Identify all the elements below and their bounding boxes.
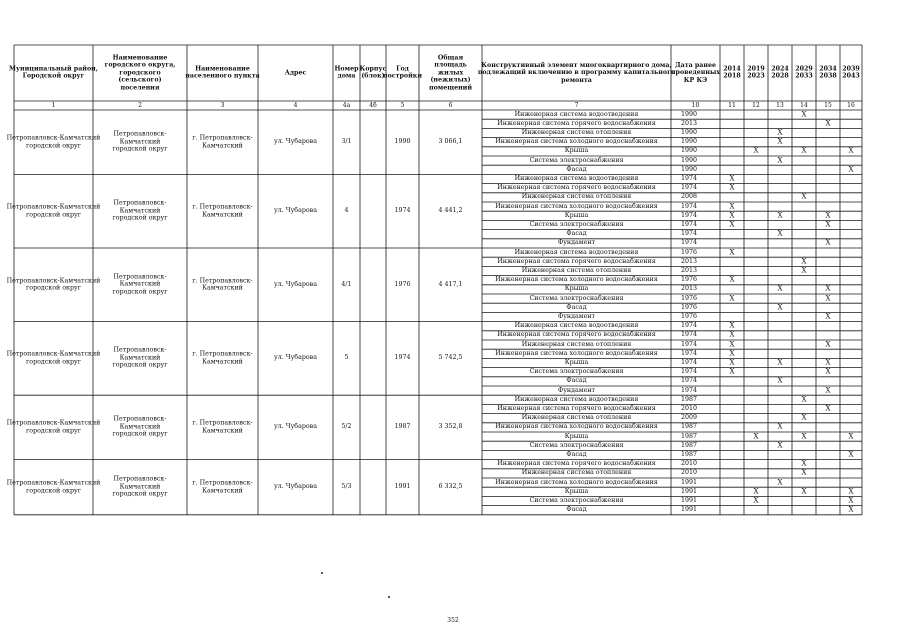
planned-mark: X [801, 432, 807, 441]
planned-mark: X [753, 496, 759, 505]
element-name: Система электроснабжения [529, 220, 624, 228]
district-cell: Петропавловск-Камчатский городской округ [6, 350, 101, 366]
planned-mark: X [848, 146, 854, 155]
element-name: Крыша [564, 487, 589, 495]
column-header: Наименование городского округа, городского (сельского) поселения [104, 54, 176, 92]
element-name: Инженерная система отопления [521, 340, 632, 348]
column-number: 2 [138, 101, 142, 109]
element-name: Система электроснабжения [529, 294, 624, 302]
house-number-cell: 5/2 [341, 423, 352, 431]
prior-repair-date: 1991 [681, 478, 698, 486]
prior-repair-date: 1990 [681, 110, 698, 118]
house-number-cell: 5/3 [341, 483, 352, 491]
element-name: Инженерная система горячего водоснабжения [497, 331, 656, 339]
build-year-cell: 1987 [394, 423, 411, 431]
planned-mark: X [729, 202, 735, 211]
element-name: Фасад [566, 165, 587, 173]
prior-repair-date: 1974 [681, 349, 698, 357]
prior-repair-date: 1991 [681, 506, 698, 514]
district-cell: Петропавловск-Камчатский городской округ [6, 203, 101, 219]
element-name: Инженерная система холодного водоснабжения [495, 202, 658, 210]
element-name: Инженерная система водоотведения [514, 174, 639, 182]
prior-repair-date: 1990 [681, 138, 698, 146]
prior-repair-date: 2013 [681, 119, 698, 127]
settlement-cell: Петропавловск- Камчатский городской округ [112, 416, 168, 439]
planned-mark: X [729, 294, 735, 303]
settlement-cell: Петропавловск- Камчатский городской округ [112, 347, 168, 370]
element-name: Фундамент [557, 312, 596, 320]
element-name: Инженерная система холодного водоснабжения [495, 423, 658, 431]
column-header: Дата ранее проведенных КР КЭ [670, 61, 721, 84]
element-name: Инженерная система холодного водоснабжения [495, 276, 658, 284]
element-name: Фасад [566, 230, 587, 238]
element-name: Инженерная система водоотведения [514, 322, 639, 330]
prior-repair-date: 2013 [681, 266, 698, 274]
scan-speck [321, 572, 323, 574]
element-name: Инженерная система горячего водоснабжения [497, 184, 656, 192]
column-header: Корпус (блок) [359, 65, 387, 80]
planned-mark: X [777, 229, 783, 238]
planned-mark: X [753, 487, 759, 496]
column-header: 2039 2043 [842, 65, 860, 80]
prior-repair-date: 2013 [681, 257, 698, 265]
column-number: 14 [800, 101, 808, 109]
district-cell: Петропавловск-Камчатский городской округ [6, 419, 101, 435]
settlement-cell: Петропавловск- Камчатский городской округ [112, 273, 168, 296]
planned-mark: X [825, 238, 831, 247]
planned-mark: X [825, 220, 831, 229]
element-name: Инженерная система отопления [521, 128, 632, 136]
element-name: Система электроснабжения [529, 441, 624, 449]
locality-cell: г. Петропавловск- Камчатский [192, 134, 253, 150]
planned-mark: X [729, 349, 735, 358]
column-number: 4а [342, 101, 351, 109]
prior-repair-date: 1974 [681, 331, 698, 339]
planned-mark: X [753, 432, 759, 441]
prior-repair-date: 1974 [681, 358, 698, 366]
planned-mark: X [848, 496, 854, 505]
planned-mark: X [729, 248, 735, 257]
planned-mark: X [825, 211, 831, 220]
planned-mark: X [825, 404, 831, 413]
element-name: Инженерная система отопления [521, 193, 632, 201]
planned-mark: X [848, 432, 854, 441]
planned-mark: X [801, 468, 807, 477]
planned-mark: X [777, 284, 783, 293]
planned-mark: X [777, 422, 783, 431]
scan-speck [388, 596, 390, 598]
column-number: 15 [824, 101, 832, 109]
planned-mark: X [825, 312, 831, 321]
prior-repair-date: 1990 [681, 156, 698, 164]
planned-mark: X [729, 174, 735, 183]
planned-mark: X [729, 275, 735, 284]
planned-mark: X [848, 450, 854, 459]
planned-mark: X [825, 284, 831, 293]
column-number: 5 [400, 101, 405, 109]
planned-mark: X [777, 478, 783, 487]
build-year-cell: 1974 [394, 207, 411, 215]
column-header: Номер дома [334, 65, 359, 80]
prior-repair-date: 1974 [681, 239, 698, 247]
column-header: Конструктивный элемент многоквартирного дома, подлежащий включению в программу капитального ремонта [477, 61, 676, 84]
prior-repair-date: 1991 [681, 496, 698, 504]
planned-mark: X [825, 119, 831, 128]
prior-repair-date: 2010 [681, 460, 698, 468]
prior-repair-date: 1990 [681, 165, 698, 173]
element-name: Фасад [566, 450, 587, 458]
prior-repair-date: 1976 [681, 294, 698, 302]
planned-mark: X [729, 321, 735, 330]
element-name: Крыша [564, 285, 589, 293]
column-number: 4б [369, 101, 377, 109]
settlement-cell: Петропавловск- Камчатский городской округ [112, 199, 168, 222]
prior-repair-date: 1974 [681, 368, 698, 376]
column-number: 6 [448, 101, 453, 109]
prior-repair-date: 1976 [681, 276, 698, 284]
area-cell: 3 066,1 [438, 138, 463, 146]
build-year-cell: 1974 [394, 354, 411, 362]
element-name: Фасад [566, 377, 587, 385]
column-number: 12 [752, 101, 760, 109]
planned-mark: X [825, 367, 831, 376]
column-number: 4 [293, 101, 298, 109]
element-name: Инженерная система водоотведения [514, 248, 639, 256]
prior-repair-date: 1974 [681, 202, 698, 210]
prior-repair-date: 1976 [681, 312, 698, 320]
element-name: Фундамент [557, 386, 596, 394]
settlement-cell: Петропавловск- Камчатский городской округ [112, 130, 168, 153]
planned-mark: X [777, 128, 783, 137]
planned-mark: X [848, 505, 854, 514]
area-cell: 5 742,5 [438, 354, 463, 362]
area-cell: 6 332,5 [438, 483, 463, 491]
prior-repair-date: 1974 [681, 377, 698, 385]
prior-repair-date: 1974 [681, 340, 698, 348]
element-name: Инженерная система отопления [521, 266, 632, 274]
planned-mark: X [777, 137, 783, 146]
prior-repair-date: 1987 [681, 441, 698, 449]
prior-repair-date: 1991 [681, 487, 698, 495]
planned-mark: X [801, 110, 807, 119]
prior-repair-date: 1990 [681, 147, 698, 155]
planned-mark: X [801, 146, 807, 155]
element-name: Крыша [564, 211, 589, 219]
settlement-cell: Петропавловск- Камчатский городской округ [112, 475, 168, 498]
street-cell: ул. Чубарова [274, 207, 317, 215]
column-header: Общая площадь жилых (нежилых) помещений [428, 54, 473, 92]
element-name: Крыша [564, 358, 589, 366]
column-number: 11 [728, 101, 736, 109]
element-name: Система электроснабжения [529, 496, 624, 504]
street-cell: ул. Чубарова [274, 423, 317, 431]
element-name: Крыша [564, 147, 589, 155]
element-name: Крыша [564, 432, 589, 440]
area-cell: 3 352,8 [438, 423, 463, 431]
planned-mark: X [825, 294, 831, 303]
house-number-cell: 4 [344, 207, 349, 215]
planned-mark: X [777, 156, 783, 165]
planned-mark: X [801, 487, 807, 496]
element-name: Система электроснабжения [529, 156, 624, 164]
locality-cell: г. Петропавловск- Камчатский [192, 350, 253, 366]
prior-repair-date: 1974 [681, 211, 698, 219]
element-name: Фасад [566, 303, 587, 311]
district-cell: Петропавловск-Камчатский городской округ [6, 479, 101, 495]
planned-mark: X [848, 487, 854, 496]
column-header: 2034 2038 [819, 65, 837, 80]
prior-repair-date: 1976 [681, 303, 698, 311]
column-header: Наименование населенного пункта [185, 65, 260, 80]
planned-mark: X [801, 459, 807, 468]
planned-mark: X [825, 358, 831, 367]
column-header: 2014 2018 [723, 65, 741, 80]
planned-mark: X [729, 220, 735, 229]
column-header: Муниципальный район, Городской округ [9, 65, 98, 80]
planned-mark: X [825, 386, 831, 395]
prior-repair-date: 1974 [681, 386, 698, 394]
locality-cell: г. Петропавловск- Камчатский [192, 203, 253, 219]
element-name: Инженерная система водоотведения [514, 110, 639, 118]
planned-mark: X [825, 340, 831, 349]
prior-repair-date: 1974 [681, 220, 698, 228]
column-number: 13 [776, 101, 784, 109]
column-number: 7 [574, 101, 579, 109]
planned-mark: X [729, 183, 735, 192]
planned-mark: X [777, 303, 783, 312]
planned-mark: X [729, 330, 735, 339]
prior-repair-date: 2010 [681, 404, 698, 412]
element-name: Фасад [566, 506, 587, 514]
locality-cell: г. Петропавловск- Камчатский [192, 277, 253, 292]
planned-mark: X [729, 367, 735, 376]
street-cell: ул. Чубарова [274, 281, 317, 289]
element-name: Инженерная система отопления [521, 469, 632, 477]
build-year-cell: 1976 [394, 281, 411, 289]
house-number-cell: 4/1 [341, 281, 352, 289]
element-name: Инженерная система водоотведения [514, 395, 639, 403]
prior-repair-date: 1976 [681, 248, 698, 256]
element-name: Инженерная система холодного водоснабжения [495, 478, 658, 486]
street-cell: ул. Чубарова [274, 354, 317, 362]
prior-repair-date: 2010 [681, 469, 698, 477]
prior-repair-date: 2008 [681, 193, 698, 201]
element-name: Инженерная система отопления [521, 414, 632, 422]
planned-mark: X [729, 340, 735, 349]
prior-repair-date: 1987 [681, 432, 698, 440]
locality-cell: г. Петропавловск- Камчатский [192, 479, 253, 495]
street-cell: ул. Чубарова [274, 138, 317, 146]
element-name: Инженерная система горячего водоснабжения [497, 460, 656, 468]
planned-mark: X [753, 146, 759, 155]
prior-repair-date: 1987 [681, 450, 698, 458]
planned-mark: X [801, 395, 807, 404]
district-cell: Петропавловск-Камчатский городской округ [6, 134, 101, 150]
column-header: Год постройки [382, 65, 423, 80]
column-number: 16 [847, 101, 855, 109]
element-name: Инженерная система горячего водоснабжения [497, 404, 656, 412]
district-cell: Петропавловск-Камчатский городской округ [6, 277, 101, 292]
planned-mark: X [777, 358, 783, 367]
planned-mark: X [729, 211, 735, 220]
element-name: Инженерная система холодного водоснабжения [495, 138, 658, 146]
planned-mark: X [777, 211, 783, 220]
prior-repair-date: 1974 [681, 322, 698, 330]
street-cell: ул. Чубарова [274, 483, 317, 491]
area-cell: 4 417,1 [438, 281, 463, 289]
column-number: 10 [691, 101, 700, 109]
planned-mark: X [777, 441, 783, 450]
build-year-cell: 1991 [394, 483, 411, 491]
element-name: Инженерная система горячего водоснабжения [497, 119, 656, 127]
planned-mark: X [801, 413, 807, 422]
planned-mark: X [801, 257, 807, 266]
planned-mark: X [729, 358, 735, 367]
prior-repair-date: 1990 [681, 128, 698, 136]
column-header: Адрес [284, 69, 307, 77]
prior-repair-date: 2013 [681, 285, 698, 293]
page-number: 352 [447, 617, 459, 624]
planned-mark: X [777, 376, 783, 385]
column-header: 2024 2028 [771, 65, 789, 80]
locality-cell: г. Петропавловск- Камчатский [192, 419, 253, 435]
column-header: 2019 2023 [747, 65, 765, 80]
element-name: Инженерная система холодного водоснабжения [495, 349, 658, 357]
column-number: 1 [51, 101, 56, 109]
planned-mark: X [801, 266, 807, 275]
element-name: Фундамент [557, 239, 596, 247]
prior-repair-date: 2009 [681, 414, 698, 422]
build-year-cell: 1990 [394, 138, 411, 146]
planned-mark: X [848, 165, 854, 174]
prior-repair-date: 1974 [681, 174, 698, 182]
prior-repair-date: 1974 [681, 230, 698, 238]
element-name: Инженерная система горячего водоснабжения [497, 257, 656, 265]
house-number-cell: 5 [344, 354, 349, 362]
planned-mark: X [801, 192, 807, 201]
prior-repair-date: 1987 [681, 395, 698, 403]
column-number: 3 [220, 101, 225, 109]
column-header: 2029 2033 [795, 65, 813, 80]
element-name: Система электроснабжения [529, 368, 624, 376]
prior-repair-date: 1987 [681, 423, 698, 431]
area-cell: 4 441,2 [438, 207, 463, 215]
prior-repair-date: 1974 [681, 184, 698, 192]
house-number-cell: 3/1 [341, 138, 352, 146]
